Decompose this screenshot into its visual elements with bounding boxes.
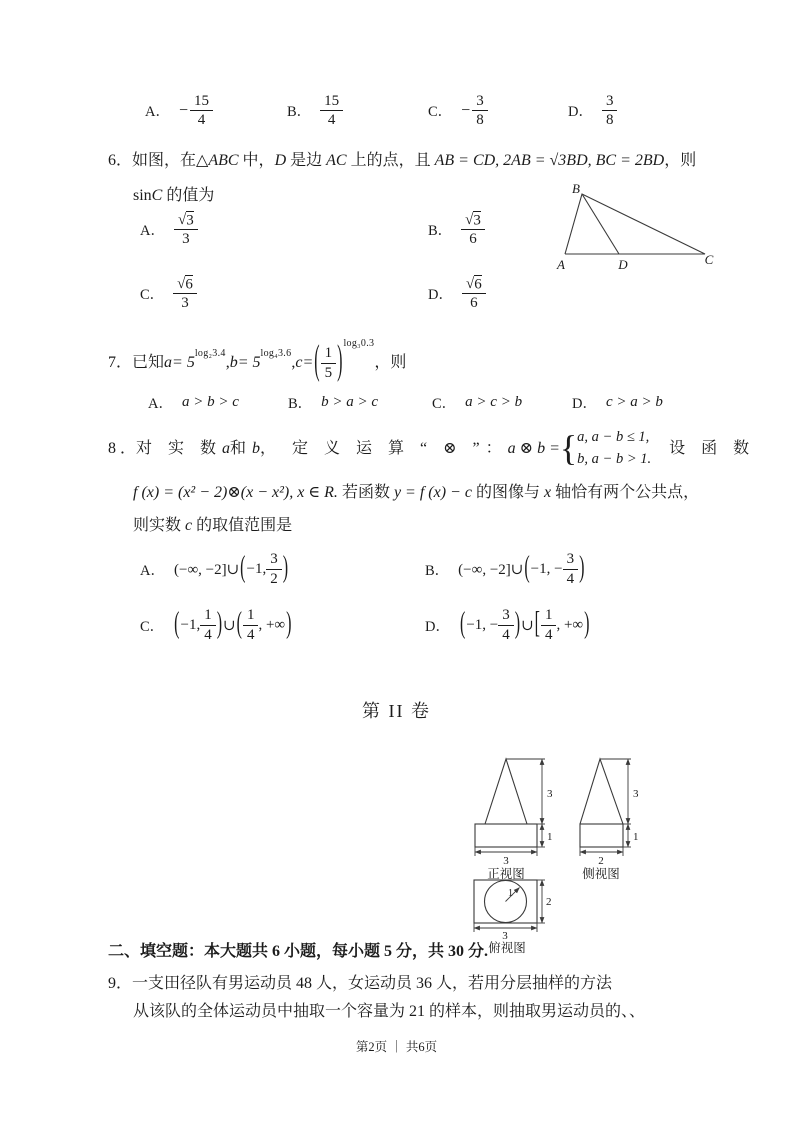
q6-stem-line2: sinC 的值为: [133, 187, 215, 204]
sqrt-fraction: $\frac{√3}{3}$: [174, 212, 198, 247]
big-paren-open: (: [240, 551, 246, 585]
top-view-caption: 俯视图: [488, 941, 526, 955]
q9-line2: 从该队的全体运动员中抽取一个容量为 21 的样本，则抽取男运动员的、、: [133, 1003, 646, 1020]
case-brace: {: [559, 428, 578, 468]
fraction: $\frac{1}{4}$: [243, 607, 259, 642]
radical-icon: √: [177, 212, 187, 228]
q6-option-d: [428, 276, 486, 311]
big-paren-open: (: [459, 607, 466, 641]
front-rect-height-label: 1: [547, 831, 553, 843]
question-number: 7．: [108, 354, 133, 372]
minus-sign: −: [461, 101, 471, 119]
q6-option-c: [140, 276, 197, 311]
exponent: log₂3.4: [194, 348, 226, 360]
option-label: D．: [425, 618, 450, 635]
q7-option-a: A． a > b > c: [148, 394, 239, 412]
fraction: $\frac{1}{4}$: [541, 607, 557, 642]
case-line-2: b, a − b > 1.: [577, 451, 652, 467]
big-paren-close: ): [337, 340, 343, 384]
option-label: C．: [140, 287, 165, 304]
option-label: D．: [572, 396, 597, 412]
exponent: log₄3.6: [260, 348, 292, 360]
q8-option-c: C． ( −1, $\frac{1}{4}$ ) ∪ ( $\frac{1}{4}$ , +∞ ): [140, 607, 292, 643]
front-height-label: 3: [547, 788, 553, 800]
top-height-label: 2: [546, 896, 552, 908]
section2-heading: 二、填空题：本大题共 6 小题，每小题 5 分，共 30 分.: [108, 943, 489, 960]
big-paren-close: ): [514, 607, 521, 641]
big-paren-close: ): [286, 607, 292, 641]
page-footer: 第2页 ｜ 共6页: [355, 1040, 438, 1054]
vertex-label-d: D: [618, 257, 628, 272]
fraction: $\frac{1}{5}$: [321, 345, 337, 380]
fraction: $\frac{3}{4}$: [563, 551, 579, 586]
big-paren-close: ): [584, 607, 590, 641]
fraction: $\frac{1}{4}$: [200, 607, 216, 642]
sqrt-fraction: $\frac{√6}{6}$: [462, 276, 486, 311]
big-paren-open: (: [314, 340, 320, 384]
triangle-figure: [550, 183, 722, 275]
part2-title: 第 II 卷: [362, 701, 431, 721]
option-label: C．: [432, 396, 457, 412]
fraction: $\frac{3}{8}$: [472, 93, 488, 128]
q8-stem-line3: 则实数 c 的取值范围是: [133, 517, 293, 534]
question-number: 8 ．: [108, 440, 137, 458]
sqrt-fraction: $\frac{√3}{6}$: [461, 212, 485, 247]
q6-stem-line1: 6．如图，在△ABC 中，D 是边 AC 上的点，且 AB = CD, 2AB = √3BD, BC = 2BD，则: [108, 152, 697, 169]
question-number: 6．: [108, 152, 133, 169]
top-width-label: 3: [502, 930, 508, 942]
fraction: $\frac{15}{4}$: [320, 93, 343, 128]
front-view-caption: 正视图: [487, 867, 525, 881]
radical-icon: √: [465, 276, 475, 292]
piecewise-cases: [577, 427, 651, 471]
front-width-label: 3: [503, 855, 509, 867]
option-label: D．: [568, 104, 593, 121]
vertex-label-c: C: [704, 252, 714, 267]
option-label: B．: [428, 223, 453, 240]
option-label: A．: [140, 223, 165, 240]
option-label: C．: [428, 104, 453, 121]
q6-option-b: [428, 212, 485, 247]
side-rect-height-label: 1: [633, 831, 639, 843]
q9-line1: 9．一支田径队有男运动员 48 人，女运动员 36 人，若用分层抽样的方法: [108, 975, 613, 992]
vertex-label-b: B: [572, 183, 580, 196]
q8-option-d: D． ( −1, − $\frac{3}{4}$ ) ∪ [ $\frac{1}{4}$ , +∞ ): [425, 607, 590, 643]
q8-option-b: B． (−∞, −2]∪ ( −1, − $\frac{3}{4}$ ): [425, 551, 585, 587]
union-symbol: ∪: [223, 617, 236, 634]
option-label: A．: [148, 396, 173, 412]
top-radius-label: 1: [508, 888, 513, 899]
vertex-label-a: A: [557, 257, 565, 272]
big-paren-close: ): [579, 551, 585, 585]
big-paren-close: ): [282, 551, 289, 585]
fraction: $\frac{3}{2}$: [266, 551, 282, 586]
q7-option-d: D． c > a > b: [572, 394, 663, 412]
option-label: C．: [140, 618, 165, 635]
q7-stem: 7． 已知 a = 5 log₂3.4 , b = 5 log₄3.6 , c = ( $\frac{1}{5}$ ) log₃0.3 ，则: [108, 338, 407, 384]
q7-option-c: C． a > c > b: [432, 394, 523, 412]
option-label: B．: [287, 104, 312, 121]
question-number: 9．: [108, 975, 133, 992]
q8-stem-line2: f (x) = (x² − 2)⊗(x − x²), x ∈ R. 若函数 y = f (x) − c 的图像与 x 轴恰有两个公共点，: [133, 484, 700, 501]
q7-option-b: B． b > a > c: [288, 394, 379, 412]
big-paren-open: (: [174, 607, 180, 641]
big-paren-close: ): [216, 607, 223, 641]
three-view-figure: [455, 737, 725, 967]
fraction: $\frac{3}{8}$: [602, 93, 618, 128]
q5-option-c: [428, 93, 488, 128]
radical-icon: √: [177, 276, 186, 292]
union-symbol: ∪: [521, 617, 534, 634]
option-label: A．: [140, 562, 165, 579]
option-label: A．: [145, 104, 170, 121]
side-width-label: 2: [598, 855, 604, 867]
q5-option-d: [568, 93, 617, 128]
option-label: D．: [428, 287, 453, 304]
sqrt-fraction: $\frac{√6}{3}$: [173, 276, 197, 311]
q5-option-b: [287, 93, 343, 128]
side-height-label: 3: [633, 788, 639, 800]
q8-stem-line1: 8 ． 对 实 数 a 和 b ， 定 义 运 算 “ ⊗ ”： a ⊗ b = { a, a − b ≤ 1, b, a − b > 1. 设 函 数: [108, 424, 755, 474]
side-view-caption: 侧视图: [582, 867, 620, 881]
radical-icon: √: [465, 212, 474, 228]
q6-option-a: [140, 212, 198, 247]
option-label: B．: [288, 396, 313, 412]
option-label: B．: [425, 562, 450, 579]
big-paren-open: (: [236, 607, 242, 641]
exponent: log₃0.3: [343, 338, 375, 350]
big-paren-open: (: [524, 551, 530, 585]
big-bracket-open: [: [534, 607, 540, 641]
minus-sign: −: [178, 101, 189, 119]
fraction: $\frac{3}{4}$: [498, 607, 514, 642]
case-line-1: a, a − b ≤ 1,: [577, 429, 650, 446]
q8-option-a: A． (−∞, −2]∪ ( −1, $\frac{3}{2}$ ): [140, 551, 289, 587]
fraction: $\frac{15}{4}$: [190, 93, 213, 128]
q5-option-a: [145, 93, 213, 128]
